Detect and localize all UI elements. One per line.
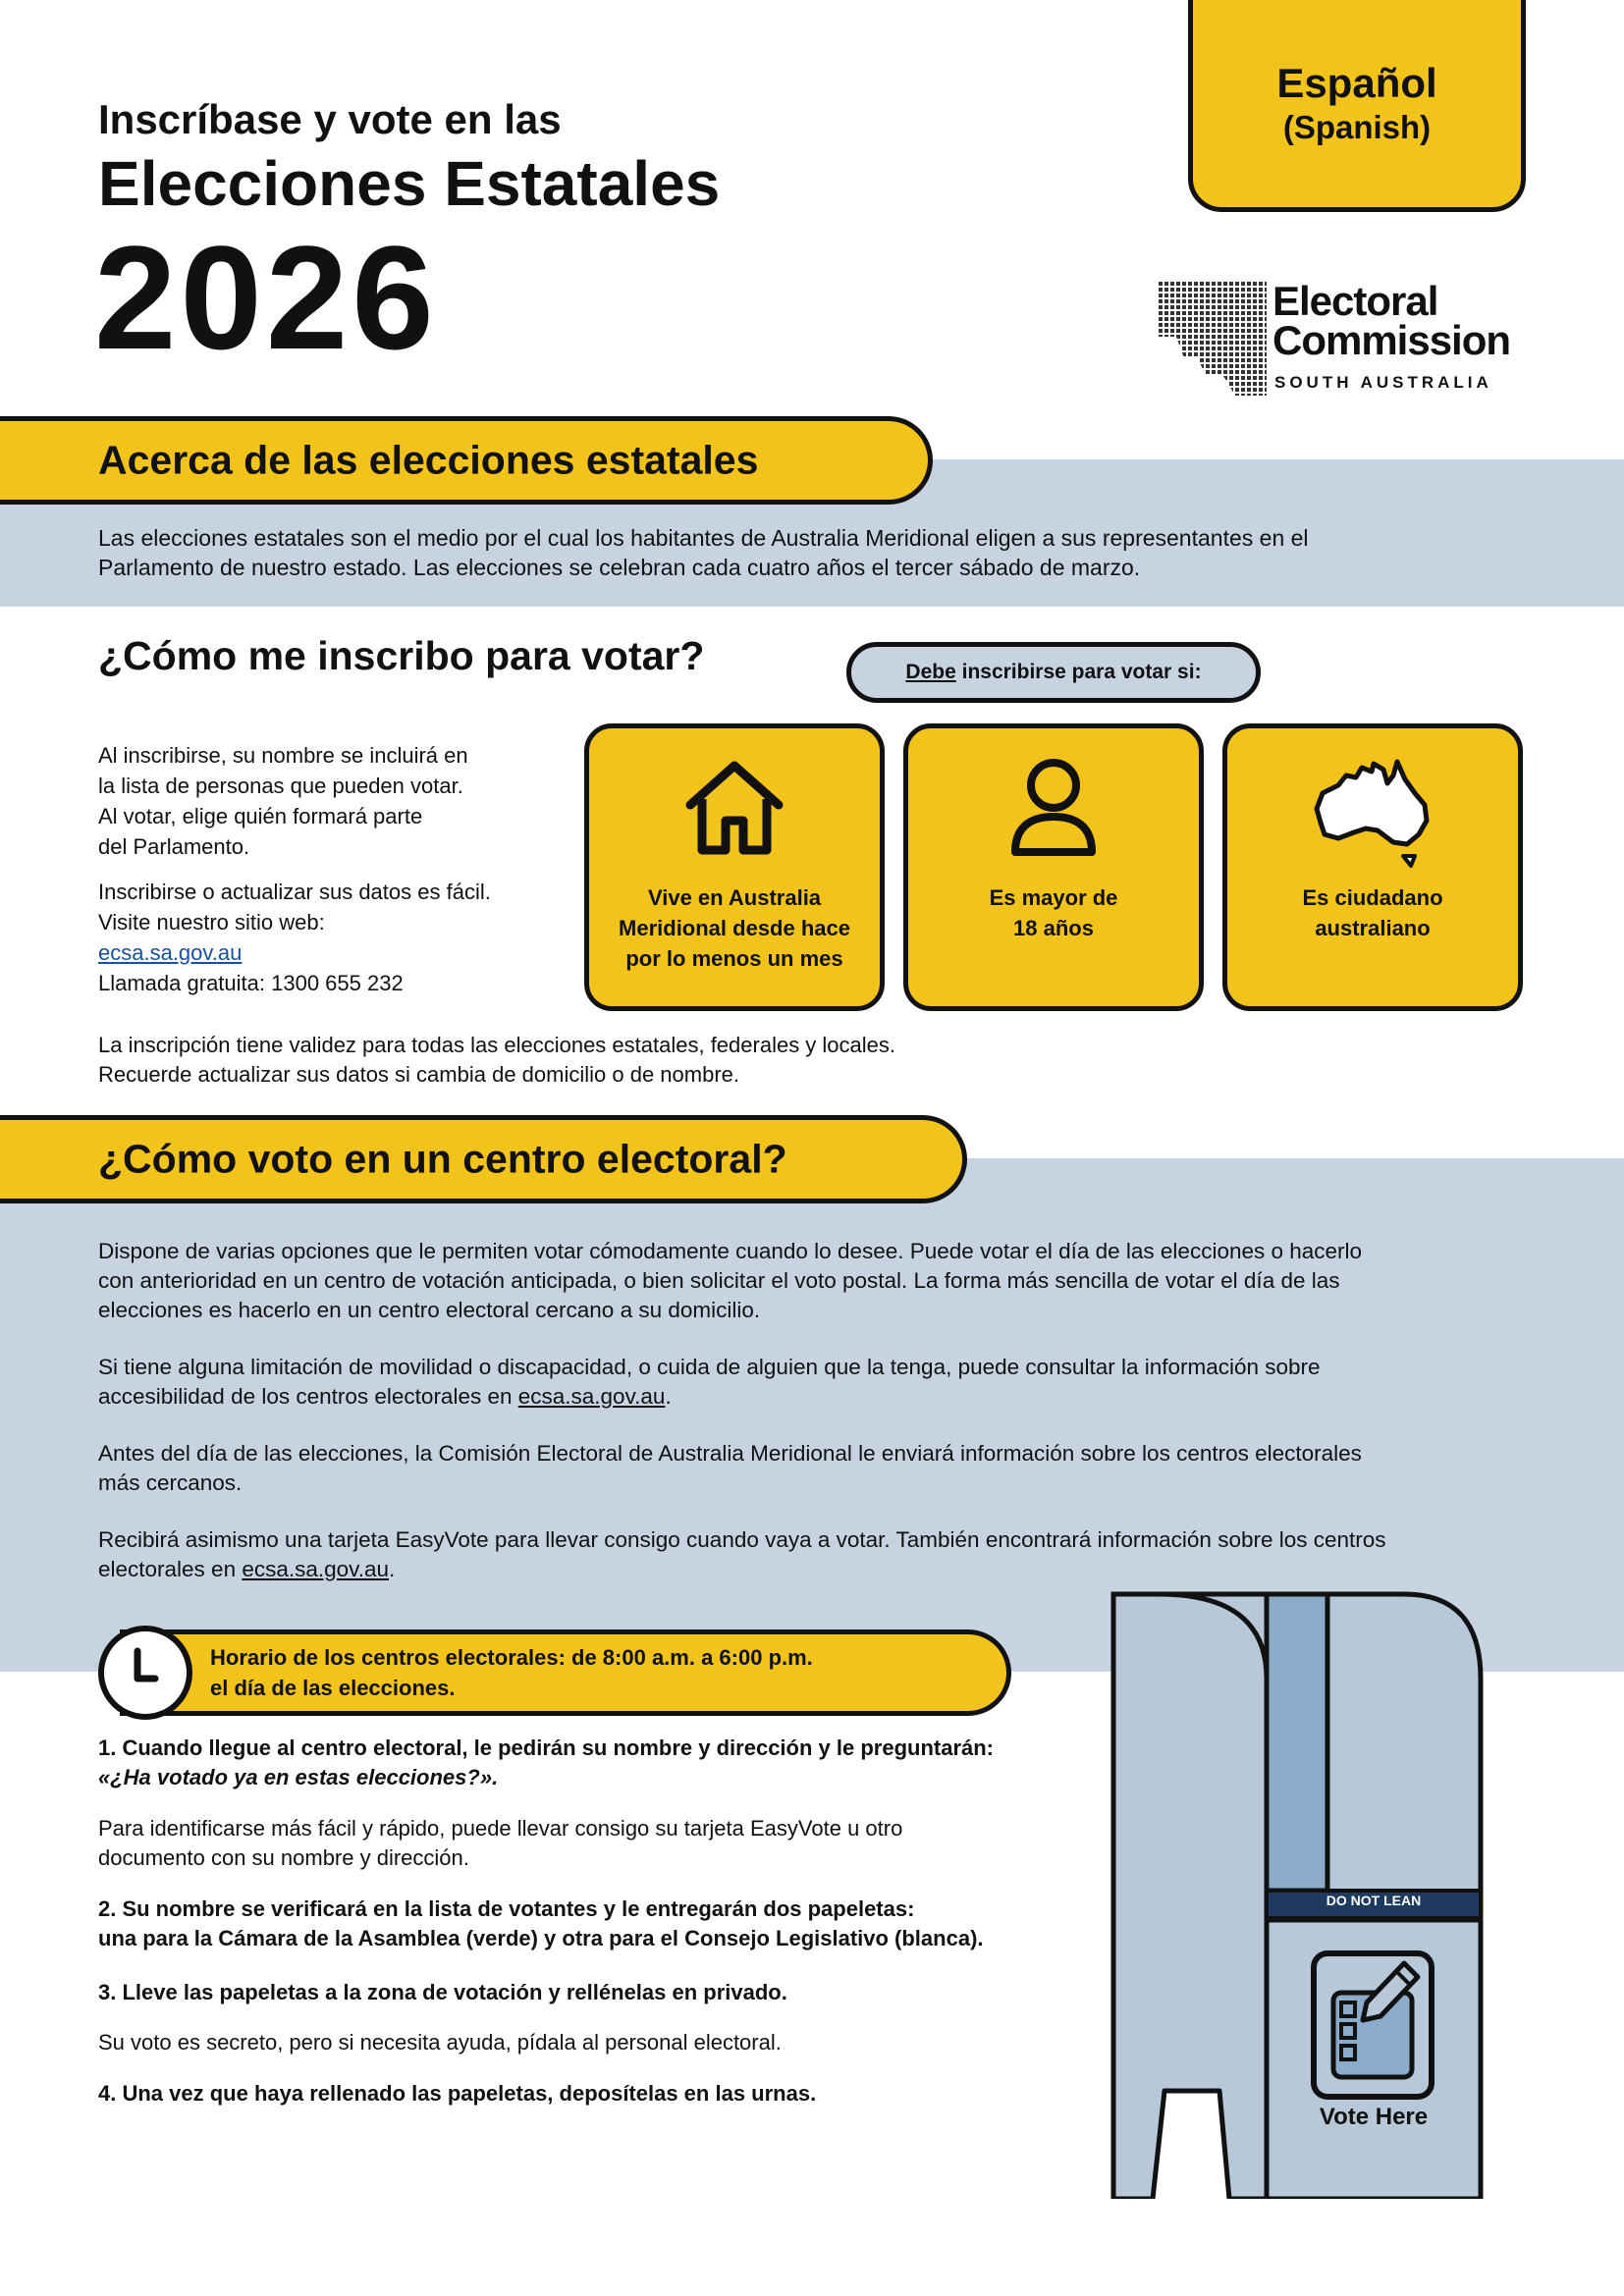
hours-line2: el día de las elecciones. bbox=[210, 1676, 456, 1700]
vote-heading-pill bbox=[0, 1115, 967, 1203]
step-2-line1: 2. Su nombre se verificará en la lista de votantes y le entregarán dos papeletas: bbox=[98, 1896, 915, 1921]
step-3-line: 3. Lleve las papeletas a la zona de votación y rellénelas en privado. bbox=[98, 1980, 787, 2004]
criteria-1-line3: por lo menos un mes bbox=[625, 946, 843, 971]
criteria-2-line1: Es mayor de bbox=[989, 885, 1118, 910]
polling-places-link[interactable]: ecsa.sa.gov.au bbox=[242, 1557, 390, 1581]
vote-p1-line1: Dispone de varias opciones que le permiten votar cómodamente cuando lo desee. Puede votar el día de las elecciones o hacerlo bbox=[98, 1239, 1363, 1263]
hours-pill bbox=[120, 1629, 1011, 1716]
vote-p1-line2: con anterioridad en un centro de votación anticipada, o bien solicitar el voto postal. La forma más sencilla de votar el día de las bbox=[98, 1268, 1340, 1293]
must-suffix: inscribirse para votar si: bbox=[955, 661, 1202, 683]
enrol-p1-line4: del Parlamento. bbox=[98, 834, 250, 859]
booth-label: Vote Here bbox=[1319, 2104, 1429, 2130]
criteria-card-residence bbox=[584, 723, 885, 1011]
clock-icon bbox=[96, 1624, 194, 1722]
vote-p3-line2: más cercanos. bbox=[98, 1470, 243, 1495]
vote-text bbox=[98, 1237, 1571, 1584]
enrol-p2-line2: Visite nuestro sitio web: bbox=[98, 910, 325, 934]
about-heading: Acerca de las elecciones estatales bbox=[98, 437, 759, 483]
step-1-line1: 1. Cuando llegue al centro electoral, le pedirán su nombre y dirección y le preguntarán: bbox=[98, 1735, 995, 1760]
step-1-note bbox=[98, 1814, 1060, 1873]
enrol-intro bbox=[98, 740, 569, 998]
about-text bbox=[98, 523, 1571, 582]
enrol-p1-line1: Al inscribirse, su nombre se incluirá en bbox=[98, 743, 468, 768]
phone-number: Llamada gratuita: 1300 655 232 bbox=[98, 971, 404, 995]
enrol-p1-line2: la lista de personas que pueden votar. bbox=[98, 774, 463, 798]
criteria-3-line2: australiano bbox=[1315, 916, 1431, 940]
step-1 bbox=[98, 1734, 1060, 1792]
criteria-1-line2: Meridional desde hace bbox=[619, 916, 850, 940]
step-4-line: 4. Una vez que haya rellenado las papeletas, deposítelas en las urnas. bbox=[98, 2081, 817, 2106]
house-icon bbox=[680, 754, 788, 862]
vote-p2-line1: Si tiene alguna limitación de movilidad o discapacidad, o cuida de alguien que la tenga, puede consultar la información sobre bbox=[98, 1355, 1321, 1379]
vote-p1-line3: elecciones es hacerlo en un centro electoral cercano a su domicilio. bbox=[98, 1298, 761, 1322]
website-link[interactable]: ecsa.sa.gov.au bbox=[98, 940, 243, 965]
ecsa-logo bbox=[1159, 280, 1532, 398]
step-3 bbox=[98, 1978, 1060, 2007]
logo-mark-icon bbox=[1159, 282, 1267, 396]
enrol-note bbox=[98, 1031, 1178, 1090]
vote-p2-end: . bbox=[665, 1384, 672, 1409]
criteria-card-citizen bbox=[1222, 723, 1523, 1011]
criteria-1-line1: Vive en Australia bbox=[647, 885, 822, 910]
vote-p3-line1: Antes del día de las elecciones, la Comisión Electoral de Australia Meridional le enviará información sobre los centros electorales bbox=[98, 1441, 1362, 1466]
language-english: (Spanish) bbox=[1282, 109, 1432, 145]
logo-line2: Commission bbox=[1272, 317, 1511, 363]
step-1-note-line1: Para identificarse más fácil y rápido, puede llevar consigo su tarjeta EasyVote u otro bbox=[98, 1816, 903, 1841]
logo-line1: Electoral bbox=[1272, 278, 1438, 324]
criteria-card-age bbox=[903, 723, 1204, 1011]
step-1-note-line2: documento con su nombre y dirección. bbox=[98, 1845, 469, 1870]
step-1-line2: «¿Ha votado ya en estas elecciones?». bbox=[98, 1765, 499, 1789]
step-2-line2: una para la Cámara de la Asamblea (verde) y otra para el Consejo Legislativo (blanca). bbox=[98, 1926, 984, 1950]
must-prefix: Debe bbox=[905, 661, 956, 683]
logo-line3: SOUTH AUSTRALIA bbox=[1274, 373, 1492, 392]
accessibility-link[interactable]: ecsa.sa.gov.au bbox=[517, 1384, 666, 1409]
vote-heading: ¿Cómo voto en un centro electoral? bbox=[98, 1136, 787, 1182]
enrol-p2-line1: Inscribirse o actualizar sus datos es fácil. bbox=[98, 880, 491, 904]
subtitle: Inscríbase y vote en las bbox=[98, 96, 562, 142]
must-enrol-pill bbox=[846, 642, 1261, 703]
enrol-note-line2: Recuerde actualizar sus datos si cambia de domicilio o de nombre. bbox=[98, 1062, 739, 1087]
hours-line1: Horario de los centros electorales: de 8:00 a.m. a 6:00 p.m. bbox=[210, 1645, 813, 1670]
vote-p4-end: . bbox=[389, 1557, 396, 1581]
enrol-p1-line3: Al votar, elige quién formará parte bbox=[98, 804, 423, 828]
criteria-3-line1: Es ciudadano bbox=[1302, 885, 1443, 910]
booth-sign: DO NOT LEAN bbox=[1326, 1893, 1422, 1908]
step-4 bbox=[98, 2079, 1060, 2109]
page-title: Elecciones Estatales bbox=[98, 148, 721, 219]
vote-p4-line2: electorales en bbox=[98, 1557, 243, 1581]
year-title: 2026 bbox=[94, 215, 438, 380]
step-3-note-line: Su voto es secreto, pero si necesita ayuda, pídala al personal electoral. bbox=[98, 2030, 782, 2055]
australia-map-icon bbox=[1309, 754, 1436, 872]
about-line-1: Las elecciones estatales son el medio por el cual los habitantes de Australia Meridional eligen a sus representantes en el bbox=[98, 525, 1309, 551]
about-line-2: Parlamento de nuestro estado. Las elecciones se celebran cada cuatro años el tercer sábado de marzo. bbox=[98, 555, 1141, 580]
enrol-heading: ¿Cómo me inscribo para votar? bbox=[98, 633, 705, 678]
step-2 bbox=[98, 1895, 1060, 1953]
step-3-note bbox=[98, 2028, 1060, 2057]
vote-p4-line1: Recibirá asimismo una tarjeta EasyVote para llevar consigo cuando vaya a votar. También encontrará información sobre los centros bbox=[98, 1527, 1386, 1552]
vote-p2-line2: accesibilidad de los centros electorales en bbox=[98, 1384, 518, 1409]
language-label: Español bbox=[1276, 60, 1437, 106]
criteria-2-line2: 18 años bbox=[1013, 916, 1094, 940]
language-tab bbox=[1188, 0, 1526, 212]
person-icon bbox=[1000, 754, 1108, 862]
about-heading-pill bbox=[0, 416, 933, 505]
enrol-note-line1: La inscripción tiene validez para todas las elecciones estatales, federales y locales. bbox=[98, 1033, 896, 1057]
